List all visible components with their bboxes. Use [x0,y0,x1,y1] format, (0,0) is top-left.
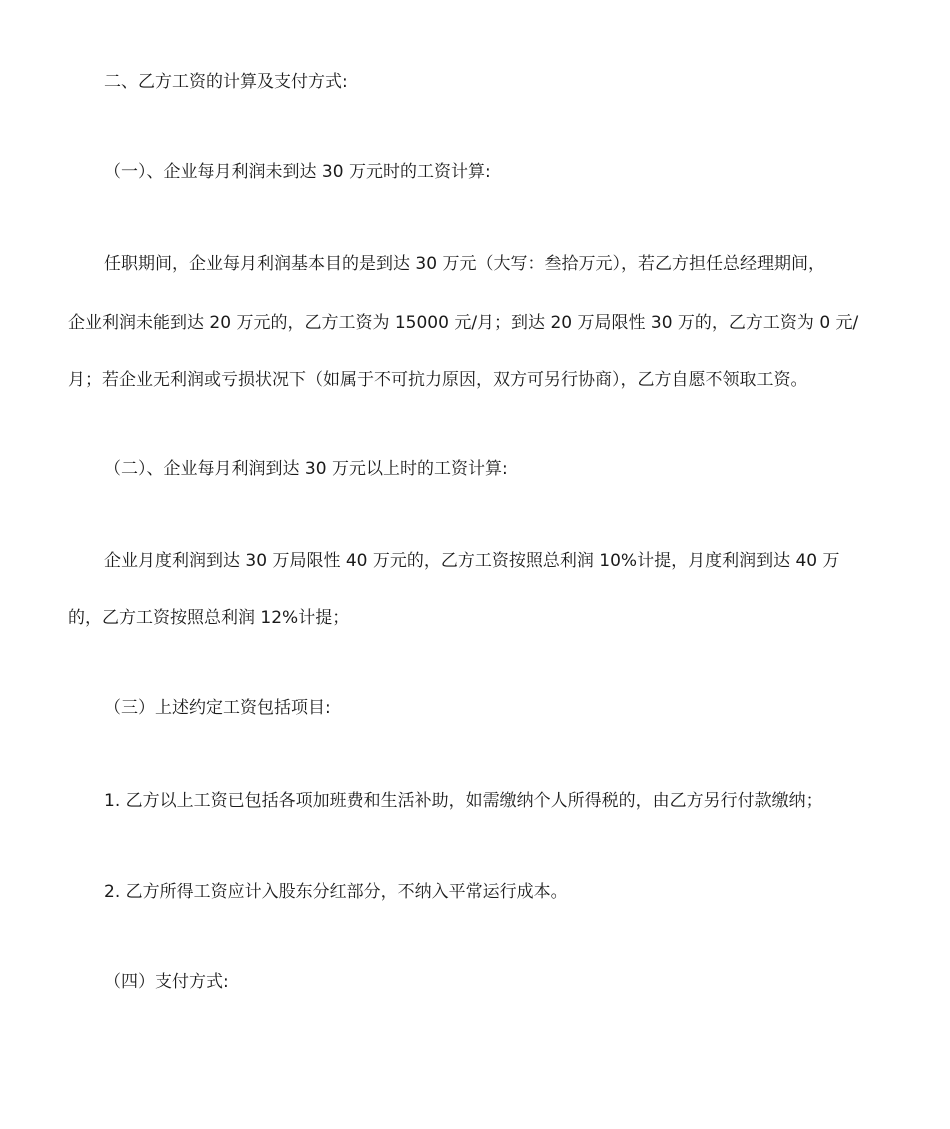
section3-item-1: 1. 乙方以上工资已包括各项加班费和生活补助，如需缴纳个人所得税的，由乙方另行付款缴纳； [104,791,823,811]
section2-paragraph-line-1: 企业月度利润到达 30 万局限性 40 万元的，乙方工资按照总利润 10%计提，月度利润到达 40 万 [104,551,840,571]
section3-item-2: 2. 乙方所得工资应计入股东分红部分，不纳入平常运行成本。 [104,882,568,902]
section2-title: （二）、企业每月利润到达 30 万元以上时的工资计算: [104,459,508,479]
section-heading: 二、乙方工资的计算及支付方式: [104,72,348,92]
section1-paragraph-line-3: 月；若企业无利润或亏损状况下（如属于不可抗力原因，双方可另行协商），乙方自愿不领取工资。 [68,370,808,390]
section3-title: （三）上述约定工资包括项目: [104,698,331,718]
section1-paragraph-line-2: 企业利润未能到达 20 万元的，乙方工资为 15000 元/月；到达 20 万局限性 30 万的，乙方工资为 0 元/ [68,313,859,333]
section1-title: （一）、企业每月利润未到达 30 万元时的工资计算: [104,162,491,182]
section4-title: （四）支付方式: [104,972,229,992]
section1-paragraph-line-1: 任职期间，企业每月利润基本目的是到达 30 万元（大写：叁拾万元），若乙方担任总经理期间， [104,254,825,274]
section2-paragraph-line-2: 的，乙方工资按照总利润 12%计提； [68,608,350,628]
